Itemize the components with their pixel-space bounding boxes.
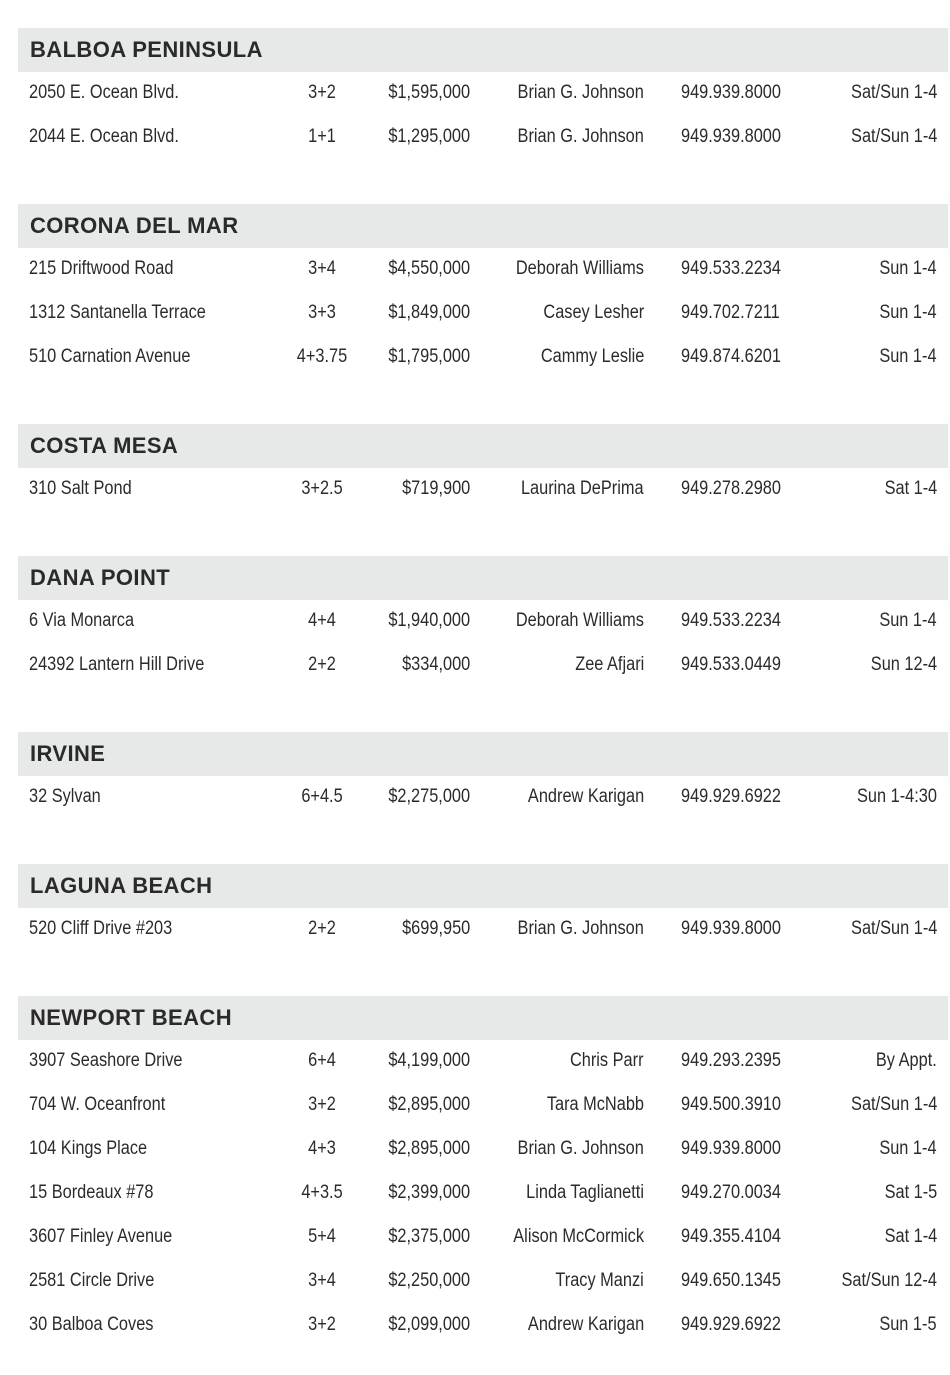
listing-bed-bath: 3+2 xyxy=(308,1094,336,1115)
listing-phone: 949.533.2234 xyxy=(681,258,781,279)
listing-price: $2,399,000 xyxy=(388,1182,470,1203)
listing-bed-bath: 3+3 xyxy=(308,302,336,323)
listing-agent: Cammy Leslie xyxy=(540,346,644,367)
section-title: IRVINE xyxy=(18,732,948,776)
listing-price: $1,295,000 xyxy=(388,126,470,147)
listing-hours: Sat 1-4 xyxy=(884,478,937,499)
listing-agent: Linda Taglianetti xyxy=(526,1182,644,1203)
listing-price: $699,950 xyxy=(401,918,470,939)
listing-hours: Sat 1-5 xyxy=(884,1182,937,1203)
listing-hours: Sun 12-4 xyxy=(870,654,937,675)
listing-hours: Sun 1-4 xyxy=(879,258,937,279)
listing-row xyxy=(18,600,948,644)
listing-bed-bath: 3+4 xyxy=(308,1270,336,1291)
listing-address: 104 Kings Place xyxy=(29,1138,148,1159)
listing-price: $334,000 xyxy=(401,654,470,675)
section-costa-mesa xyxy=(18,424,948,512)
listing-phone: 949.533.0449 xyxy=(681,654,781,675)
listing-row xyxy=(18,1216,948,1260)
listing-agent: Andrew Karigan xyxy=(527,1314,644,1335)
listing-phone: 949.939.8000 xyxy=(681,918,781,939)
listing-bed-bath: 1+1 xyxy=(308,126,336,147)
listing-row xyxy=(18,1172,948,1216)
section-title: NEWPORT BEACH xyxy=(18,996,948,1040)
listing-agent: Deborah Williams xyxy=(515,610,644,631)
section-irvine xyxy=(18,732,948,820)
listing-bed-bath: 3+4 xyxy=(308,258,336,279)
listing-phone: 949.650.1345 xyxy=(681,1270,781,1291)
listing-hours: Sat/Sun 12-4 xyxy=(841,1270,937,1291)
listing-price: $2,895,000 xyxy=(388,1094,470,1115)
listing-price: $1,795,000 xyxy=(388,346,470,367)
listing-row xyxy=(18,1040,948,1084)
section-corona-del-mar xyxy=(18,204,948,380)
listing-address: 215 Driftwood Road xyxy=(29,258,174,279)
listing-row xyxy=(18,1128,948,1172)
section-newport-beach xyxy=(18,996,948,1348)
listing-bed-bath: 4+3 xyxy=(308,1138,336,1159)
listing-agent: Brian G. Johnson xyxy=(517,126,644,147)
listing-agent: Alison McCormick xyxy=(513,1226,644,1247)
listing-row xyxy=(18,336,948,380)
listing-bed-bath: 5+4 xyxy=(308,1226,336,1247)
listing-row xyxy=(18,1084,948,1128)
listing-agent: Chris Parr xyxy=(570,1050,644,1071)
listing-agent: Brian G. Johnson xyxy=(517,82,644,103)
listing-address: 30 Balboa Coves xyxy=(29,1314,154,1335)
section-title: BALBOA PENINSULA xyxy=(18,28,948,72)
listing-hours: Sun 1-4:30 xyxy=(857,786,937,807)
listing-price: $1,595,000 xyxy=(388,82,470,103)
section-title: LAGUNA BEACH xyxy=(18,864,948,908)
listing-price: $4,550,000 xyxy=(388,258,470,279)
listing-price: $1,849,000 xyxy=(388,302,470,323)
listing-hours: Sun 1-4 xyxy=(879,302,937,323)
section-title: COSTA MESA xyxy=(18,424,948,468)
listing-address: 24392 Lantern Hill Drive xyxy=(29,654,205,675)
listing-address: 3907 Seashore Drive xyxy=(29,1050,183,1071)
listing-row xyxy=(18,1260,948,1304)
listing-agent: Deborah Williams xyxy=(515,258,644,279)
listing-hours: Sat 1-4 xyxy=(884,1226,937,1247)
section-title: CORONA DEL MAR xyxy=(18,204,948,248)
listing-address: 520 Cliff Drive #203 xyxy=(29,918,173,939)
listing-address: 704 W. Oceanfront xyxy=(29,1094,166,1115)
listing-address: 1312 Santanella Terrace xyxy=(29,302,206,323)
listing-address: 6 Via Monarca xyxy=(29,610,135,631)
section-title: DANA POINT xyxy=(18,556,948,600)
listing-row xyxy=(18,776,948,820)
listing-address: 3607 Finley Avenue xyxy=(29,1226,173,1247)
listing-hours: Sun 1-4 xyxy=(879,610,937,631)
listing-bed-bath: 4+4 xyxy=(308,610,336,631)
listing-phone: 949.293.2395 xyxy=(681,1050,781,1071)
listing-row xyxy=(18,72,948,116)
listing-hours: Sat/Sun 1-4 xyxy=(850,1094,937,1115)
listing-address: 2044 E. Ocean Blvd. xyxy=(29,126,179,147)
listing-bed-bath: 2+2 xyxy=(308,654,336,675)
listing-address: 2050 E. Ocean Blvd. xyxy=(29,82,179,103)
listing-bed-bath: 4+3.75 xyxy=(296,346,348,367)
listing-bed-bath: 6+4.5 xyxy=(301,786,343,807)
listing-price: $719,900 xyxy=(401,478,470,499)
listing-agent: Tara McNabb xyxy=(546,1094,644,1115)
listing-price: $2,099,000 xyxy=(388,1314,470,1335)
section-balboa-peninsula xyxy=(18,28,948,160)
listing-hours: Sun 1-5 xyxy=(879,1314,937,1335)
listing-address: 510 Carnation Avenue xyxy=(29,346,191,367)
listing-agent: Laurina DePrima xyxy=(521,478,644,499)
listing-address: 32 Sylvan xyxy=(29,786,101,807)
listing-address: 310 Salt Pond xyxy=(29,478,132,499)
listing-price: $2,375,000 xyxy=(388,1226,470,1247)
listing-row xyxy=(18,1304,948,1348)
listing-hours: Sun 1-4 xyxy=(879,1138,937,1159)
listing-hours: Sun 1-4 xyxy=(879,346,937,367)
listing-phone: 949.874.6201 xyxy=(681,346,781,367)
listing-row xyxy=(18,908,948,952)
listing-address: 15 Bordeaux #78 xyxy=(29,1182,154,1203)
listing-bed-bath: 2+2 xyxy=(308,918,336,939)
listing-agent: Zee Afjari xyxy=(574,654,644,675)
section-laguna-beach xyxy=(18,864,948,952)
listing-phone: 949.278.2980 xyxy=(681,478,781,499)
listing-bed-bath: 3+2 xyxy=(308,82,336,103)
listing-bed-bath: 6+4 xyxy=(308,1050,336,1071)
listing-row xyxy=(18,116,948,160)
listing-agent: Andrew Karigan xyxy=(527,786,644,807)
listing-price: $2,275,000 xyxy=(388,786,470,807)
listing-phone: 949.355.4104 xyxy=(681,1226,781,1247)
listing-address: 2581 Circle Drive xyxy=(29,1270,155,1291)
listing-row xyxy=(18,248,948,292)
listing-agent: Brian G. Johnson xyxy=(517,1138,644,1159)
listing-agent: Brian G. Johnson xyxy=(517,918,644,939)
section-dana-point xyxy=(18,556,948,688)
listing-phone: 949.500.3910 xyxy=(681,1094,781,1115)
listing-row xyxy=(18,292,948,336)
listing-bed-bath: 3+2.5 xyxy=(301,478,343,499)
listing-phone: 949.929.6922 xyxy=(681,1314,781,1335)
listing-price: $2,250,000 xyxy=(388,1270,470,1291)
listing-bed-bath: 3+2 xyxy=(308,1314,336,1335)
listing-row xyxy=(18,468,948,512)
listing-agent: Tracy Manzi xyxy=(555,1270,644,1291)
listing-phone: 949.929.6922 xyxy=(681,786,781,807)
listing-bed-bath: 4+3.5 xyxy=(301,1182,343,1203)
listing-phone: 949.939.8000 xyxy=(681,82,781,103)
listing-hours: Sat/Sun 1-4 xyxy=(850,82,937,103)
listing-agent: Casey Lesher xyxy=(543,302,644,323)
listing-phone: 949.533.2234 xyxy=(681,610,781,631)
listing-phone: 949.939.8000 xyxy=(681,126,781,147)
listing-phone: 949.270.0034 xyxy=(681,1182,781,1203)
listing-row xyxy=(18,644,948,688)
listing-price: $4,199,000 xyxy=(388,1050,470,1071)
listing-hours: Sat/Sun 1-4 xyxy=(850,126,937,147)
listing-price: $2,895,000 xyxy=(388,1138,470,1159)
listing-hours: Sat/Sun 1-4 xyxy=(850,918,937,939)
listing-phone: 949.702.7211 xyxy=(681,302,780,323)
listing-hours: By Appt. xyxy=(876,1050,937,1071)
listing-phone: 949.939.8000 xyxy=(681,1138,781,1159)
listing-price: $1,940,000 xyxy=(388,610,470,631)
